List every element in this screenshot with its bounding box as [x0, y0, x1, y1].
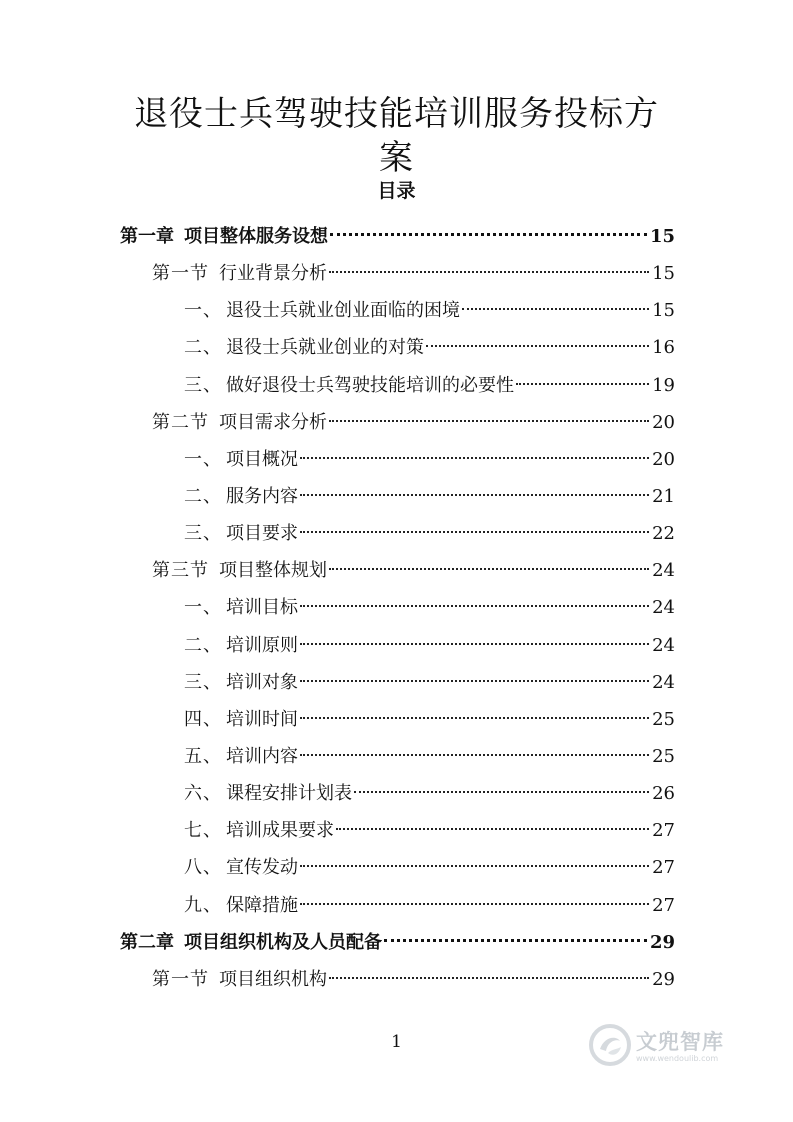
toc-entry-title: 保障措施 — [226, 894, 298, 916]
wendou-logo-icon — [588, 1023, 632, 1071]
toc-dot-leader — [426, 345, 649, 347]
toc-entry-number: 一、 — [184, 597, 222, 619]
toc-dot-leader — [336, 828, 649, 830]
toc-entry[interactable] — [120, 887, 675, 924]
toc-entry-page: 27 — [652, 894, 675, 916]
toc-entry-page: 25 — [652, 745, 675, 767]
toc-dot-leader — [329, 568, 649, 570]
toc-entry-title: 项目整体服务设想 — [184, 226, 328, 247]
toc-entry-number: 三、 — [184, 374, 222, 396]
toc-entry-title: 宣传发动 — [226, 857, 298, 879]
toc-entry[interactable] — [120, 255, 675, 292]
toc-dot-leader — [329, 420, 649, 422]
toc-dot-leader — [384, 939, 647, 942]
toc-entry-page: 29 — [652, 968, 675, 990]
toc-entry-number: 三、 — [184, 671, 222, 693]
toc-entry[interactable] — [120, 812, 675, 849]
toc-entry[interactable] — [120, 441, 675, 478]
toc-entry-title: 培训成果要求 — [226, 820, 334, 842]
toc-entry[interactable] — [120, 478, 675, 515]
toc-entry-title: 培训目标 — [226, 597, 298, 619]
toc-entry-page: 24 — [652, 634, 675, 656]
toc-entry-page: 25 — [652, 708, 675, 730]
toc-dot-leader — [300, 643, 649, 645]
toc-dot-leader — [329, 271, 649, 273]
toc-entry[interactable] — [120, 701, 675, 738]
toc-entry-page: 22 — [652, 523, 675, 545]
toc-entry-title: 项目组织机构及人员配备 — [184, 931, 382, 953]
toc-entry-page: 27 — [652, 820, 675, 842]
toc-entry-title: 项目需求分析 — [219, 411, 327, 433]
toc-dot-leader — [300, 754, 649, 756]
toc-entry-title: 行业背景分析 — [219, 263, 327, 285]
toc-entry-title: 做好退役士兵驾驶技能培训的必要性 — [226, 374, 514, 396]
toc-entry-number: 四、 — [184, 708, 222, 730]
toc-entry-title: 培训对象 — [226, 671, 298, 693]
watermark — [588, 1022, 748, 1072]
toc-entry[interactable] — [120, 738, 675, 775]
toc-entry-number: 九、 — [184, 894, 222, 916]
toc-dot-leader — [300, 903, 649, 905]
toc-entry-page: 15 — [652, 300, 675, 322]
toc-dot-leader — [516, 383, 649, 385]
toc-entry-title: 培训时间 — [226, 708, 298, 730]
toc-entry[interactable] — [120, 849, 675, 886]
toc-entry-page: 24 — [652, 671, 675, 693]
watermark-url: www.wendoulib.com — [636, 1054, 719, 1063]
toc-entry-number: 一、 — [184, 300, 222, 322]
toc-entry-title: 项目整体规划 — [219, 560, 327, 582]
toc-entry-page: 20 — [652, 411, 675, 433]
toc-entry-page: 29 — [649, 931, 675, 953]
toc-entry-title: 服务内容 — [226, 485, 298, 507]
toc-entry-title: 退役士兵就业创业面临的困境 — [226, 300, 460, 322]
toc-entry[interactable] — [120, 775, 675, 812]
toc-entry-title: 培训原则 — [226, 634, 298, 656]
toc-entry-page: 15 — [652, 263, 675, 285]
toc-entry[interactable] — [120, 218, 675, 255]
toc-entry-page: 15 — [649, 226, 675, 247]
toc-entry-title: 退役士兵就业创业的对策 — [226, 337, 424, 359]
watermark-name: 文兜智库 — [636, 1030, 724, 1054]
toc-entry-number: 二、 — [184, 337, 222, 359]
toc-entry[interactable] — [120, 924, 675, 961]
toc-entry-number: 第二章 — [120, 931, 174, 953]
toc-dot-leader — [300, 531, 649, 533]
toc-entry-number: 第三节 — [152, 560, 209, 582]
toc-dot-leader — [300, 865, 649, 867]
toc-dot-leader — [462, 308, 649, 310]
toc-entry-number: 六、 — [184, 783, 222, 805]
toc-dot-leader — [300, 494, 649, 496]
toc-entry-number: 第一节 — [152, 263, 209, 285]
toc-entry-title: 课程安排计划表 — [226, 783, 352, 805]
toc-entry-title: 培训内容 — [226, 745, 298, 767]
toc-entry[interactable] — [120, 627, 675, 664]
toc-entry-page: 26 — [652, 783, 675, 805]
toc-entry[interactable] — [120, 329, 675, 366]
toc-entry-title: 项目要求 — [226, 523, 298, 545]
toc-entry[interactable] — [120, 367, 675, 404]
toc-entry-title: 项目概况 — [226, 448, 298, 470]
toc-dot-leader — [354, 791, 649, 793]
toc-entry-page: 21 — [652, 485, 675, 507]
toc-heading: 目录 — [377, 180, 416, 202]
toc-dot-leader — [300, 717, 649, 719]
toc-entry-number: 一、 — [184, 448, 222, 470]
page-number: 1 — [391, 1032, 402, 1052]
toc-entry-number: 第一节 — [152, 968, 209, 990]
toc-entry[interactable] — [120, 589, 675, 626]
toc-entry-number: 三、 — [184, 523, 222, 545]
toc-dot-leader — [330, 233, 647, 236]
toc-entry-number: 二、 — [184, 634, 222, 656]
toc-entry-page: 16 — [652, 337, 675, 359]
toc-entry-number: 二、 — [184, 485, 222, 507]
toc-entry-page: 24 — [652, 597, 675, 619]
toc-entry-number: 第一章 — [120, 226, 174, 247]
toc-entry[interactable] — [120, 552, 675, 589]
toc-entry-page: 27 — [652, 857, 675, 879]
toc-entry[interactable] — [120, 292, 675, 329]
table-of-contents — [120, 218, 675, 998]
toc-dot-leader — [329, 977, 649, 979]
document-title: 退役士兵驾驶技能培训服务投标方案 — [134, 94, 659, 178]
toc-dot-leader — [300, 605, 649, 607]
toc-entry[interactable] — [120, 515, 675, 552]
toc-entry[interactable] — [120, 404, 675, 441]
toc-entry[interactable] — [120, 664, 675, 701]
toc-entry-title: 项目组织机构 — [219, 968, 327, 990]
toc-entry[interactable] — [120, 961, 675, 998]
toc-entry-number: 第二节 — [152, 411, 209, 433]
toc-entry-page: 19 — [652, 374, 675, 396]
toc-dot-leader — [300, 457, 649, 459]
toc-dot-leader — [300, 680, 649, 682]
toc-entry-number: 五、 — [184, 745, 222, 767]
toc-entry-number: 七、 — [184, 820, 222, 842]
toc-entry-number: 八、 — [184, 857, 222, 879]
toc-entry-page: 24 — [652, 560, 675, 582]
toc-entry-page: 20 — [652, 448, 675, 470]
